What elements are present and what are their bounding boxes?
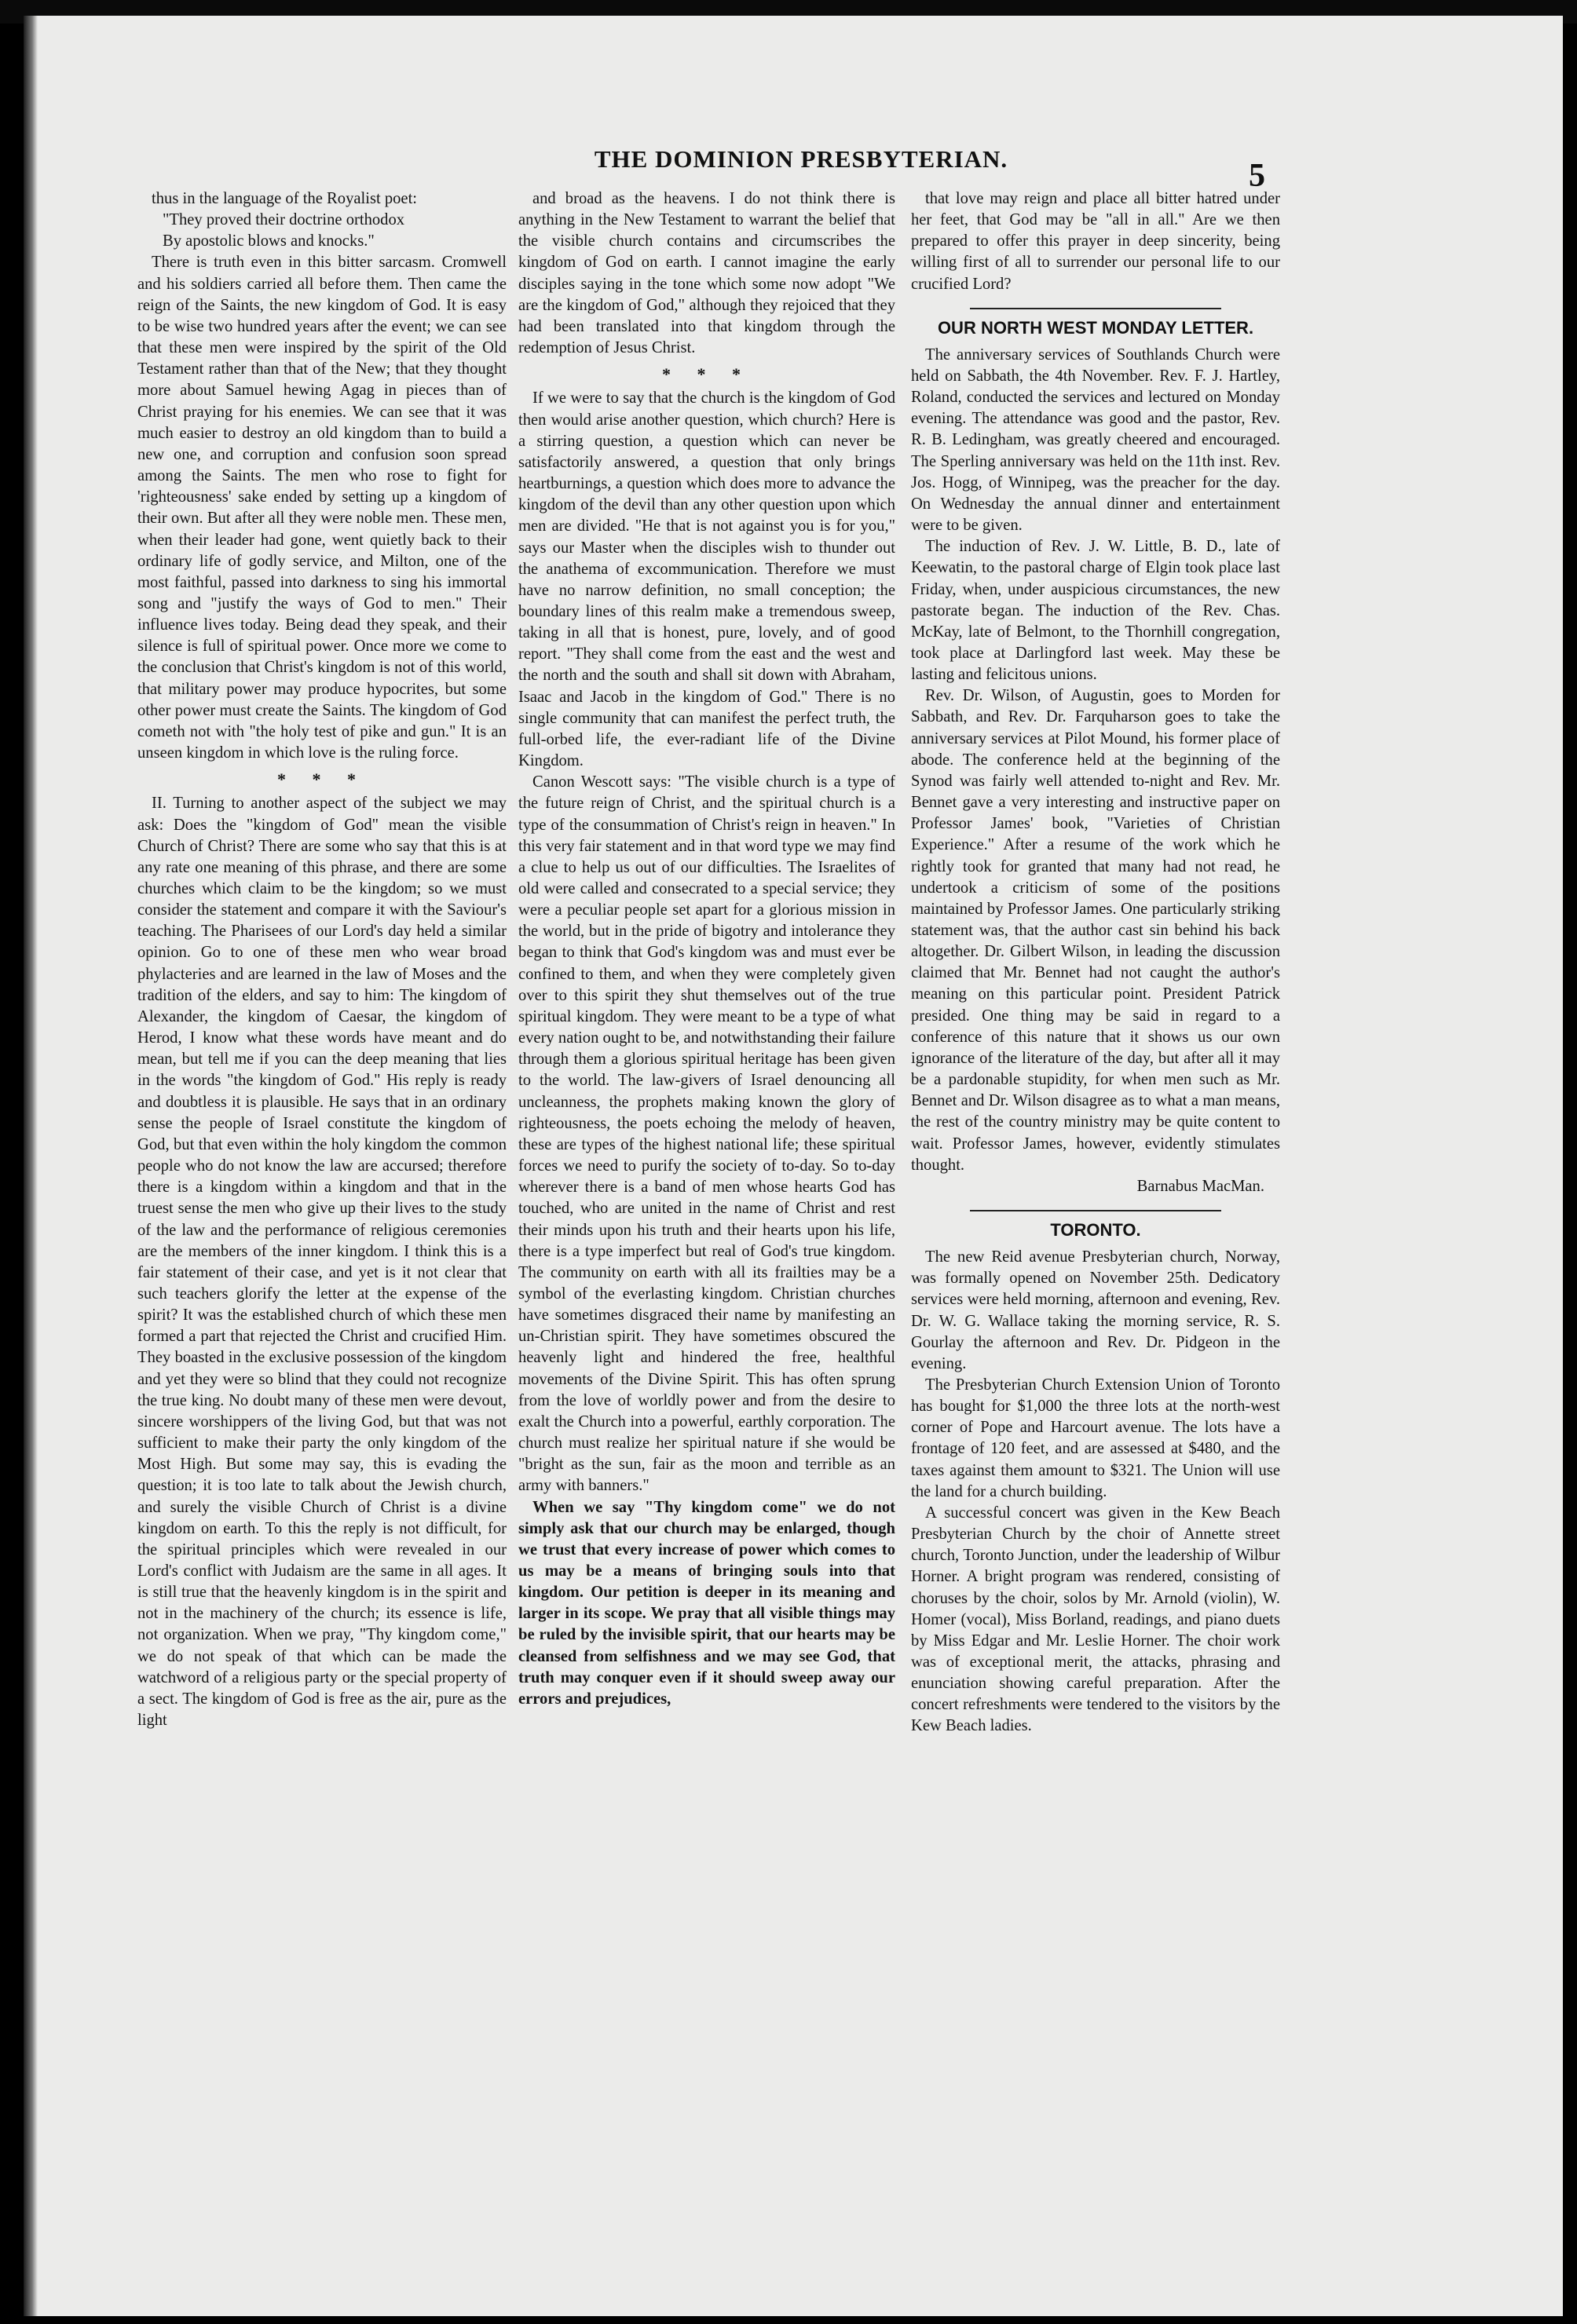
verse-line-2: By apostolic blows and knocks." bbox=[163, 232, 375, 250]
verse-line-1: "They proved their doctrine orthodox bbox=[163, 211, 405, 229]
section-rule bbox=[970, 1210, 1221, 1211]
column-right bbox=[911, 188, 1280, 1738]
article-paragraph: and broad as the heavens. I do not think there is anything in the New Testament to warrant the belief that the visible church contains and circumscribes the kingdom of God on earth. I cannot imagine the early disciples saying in the tone which some now adopt "We are the kingdom of God," although they rejoiced that they had been translated into that kingdom through the redemption of Jesus Christ. bbox=[518, 190, 895, 357]
article-paragraph: A successful concert was given in the Kew Beach Presbyterian Church by the choir of Annette street church, Toronto Junction, under the leadership of Wilbur Horner. A bright program was rendered, consisting of choruses by the choir, solos by Mr. Arnold (violin), W. Homer (vocal), Miss Borland, readings, and piano duets by Miss Edgar and Mr. Leslie Horner. The choir work was of exceptional merit, the attacks, phrasing and enunciation showing careful preparation. After the concert refreshments were tendered to the visitors by the Kew Beach ladies. bbox=[911, 1504, 1280, 1735]
binding-shadow bbox=[24, 16, 38, 2316]
section-divider-stars: * * * bbox=[277, 769, 367, 790]
article-paragraph: If we were to say that the church is the kingdom of God then would arise another question, which church? Here is a stirring question, a question which can never be satisfactorily answered, a question that only brings heartburnings, a question which does more to advance the kingdom of the devil than any other question upon which men are divided. "He that is not against you is for you," says our Master when the disciples wish to thunder out the anathema of excommunication. Therefore we must have no narrow definition, no small conception; the boundary lines of this realm make a tremendous sweep, taking in all that is honest, pure, lovely, and of good report. "They shall come from the east and the west and the north and the south and shall sit down with Abraham, Isaac and Jacob in the kingdom of God." There is no single community that can manifest the perfect truth, the full-orbed life, the ever-radiant life of the Divine Kingdom. bbox=[518, 389, 895, 770]
article-paragraph: There is truth even in this bitter sarcasm. Cromwell and his soldiers carried all before them. Then came the reign of the Saints, the new kingdom of God. It is easy to be wise two hundred years after the event; we can see that these men were inspired by the spirit of the Old Testament rather than that of the New; that they thought more about Samuel hewing Agag in pieces than of Christ praying for his enemies. We can see that it was much easier to destroy an old kingdom than to build a new one, and corruption and confusion soon spread among the Saints. The men who rose to fight for 'righteousness' sake ended by setting up a kingdom of their own. But after all they were noble men. These men, when their leader had gone, went quietly back to their ordinary life of godly service, and Milton, one of the most faithful, passed into darkness to sing his immortal song and "justify the ways of God to men." Their influence lives today. Being dead they speak, and their silence is full of spiritual power. Once more we come to the conclusion that Christ's kingdom is not of this world, that military power may produce hypocrites, but some other power must create the Saints. The kingdom of God cometh not with "the holy test of pike and gun." It is an unseen kingdom in which love is the ruling force. bbox=[137, 254, 507, 762]
column-left bbox=[137, 188, 507, 1731]
article-paragraph: II. Turning to another aspect of the subject we may ask: Does the "kingdom of God" mean the visible Church of Christ? There are some who say that this is at any rate one meaning of this phrase, and there are some churches which claim to be the kingdom; so we must consider the statement and compare it with the Saviour's teaching. The Pharisees of our Lord's day held a similar opinion. Go to one of these men who wear broad phylacteries and are learned in the law of Moses and the tradition of the elders, and say to him: The kingdom of Alexander, the kingdom of Caesar, the kingdom of Herod, I know what these words have meant and do mean, but tell me if you can the deep meaning that lies in the words "the kingdom of God." His reply is ready and doubtless it is plausible. He says that in an ordinary sense the people of Israel constitute the kingdom of God, but that even within the holy kingdom the common people who do not know the law are accursed; therefore there is a kingdom within a kingdom and that in the truest sense the men who give up their lives to the study of the law and the performance of religious ceremonies are the members of the inner kingdom. I think this is a fair statement of their case, and yet is it not clear that such teachers glorify the letter at the expense of the spirit? It was the established church of which these men formed a part that rejected the Christ and crucified Him. They boasted in the exclusive possession of the kingdom and yet they were so blind that they could not recognize the true king. No doubt many of these men were devout, sincere worshippers of the living God, but that was not sufficient to make their party the only kingdom of the Most High. But some may say, this is evading the question; it is too late to talk about the Jewish church, and surely the visible Church of Christ is a divine kingdom on earth. To this the reply is not difficult, for the spiritual principles which were revealed in our Lord's conflict with Judaism are the same in all ages. It is still true that the heavenly kingdom is in the spirit and not in the machinery of the church; its essence is life, not organization. When we pray, "Thy kingdom come," we do not speak of that which can be made the watchword of a religious party or the special property of a sect. The kingdom of God is free as the air, pure as the light bbox=[137, 795, 507, 1730]
page-number: 5 bbox=[1249, 158, 1265, 194]
page-title: THE DOMINION PRESBYTERIAN. bbox=[594, 145, 1008, 173]
section-rule bbox=[970, 308, 1221, 309]
article-paragraph: When we say "Thy kingdom come" we do not simply ask that our church may be enlarged, though we trust that every increase of power which comes to us may be a means of bringing souls into that kingdom. Our petition is deeper in its meaning and larger in its scope. We pray that all visible things may be ruled by the invisible spirit, that our hearts may be cleansed from selfishness and we may see God, that truth may conquer even if it should sweep away our errors and prejudices, bbox=[518, 1498, 895, 1708]
article-paragraph: that love may reign and place all bitter hatred under her feet, that God may be "all in all." Are we then prepared to offer this prayer in deep sincerity, being willing first of all to surrender our personal life to our crucified Lord? bbox=[911, 190, 1280, 293]
article-paragraph: Canon Wescott says: "The visible church is a type of the future reign of Christ, and the spiritual church is a type of the consummation of Christ's reign in heaven." In this very fair statement and in that word type we may find a clue to help us out of our difficulties. The Israelites of old were called and consecrated to a special service; they were a peculiar people set apart for a glorious mission in the world, but in the pride of bigotry and intolerance they began to think that God's kingdom was and must ever be confined to them, and when they were completely given over to this spirit they shut themselves out of the true spiritual kingdom. They were meant to be a type of what every nation ought to be, and notwithstanding their failure through them a glorious spiritual heritage has been given to the world. The law-givers of Israel denouncing all uncleanness, the prophets making known the glory of righteousness, the poets echoing the melody of heaven, these are types of the highest national life; these spiritual forces we need to purify the society of to-day. So to-day wherever there is a band of men whose hearts God has touched, who are united in the name of Christ and rest their minds upon his truth and their hearts upon his life, there is a type imperfect but real of God's true kingdom. The community on earth with all its frailties may be a symbol of the everlasting kingdom. Christian churches have sometimes disgraced their name by manifesting an un-Christian spirit. They have sometimes obscured the heavenly light and hindered the free, healthful movements of the Divine Spirit. This has often sprung from the love of worldly power and from the desire to exalt the Church into a powerful, earthly corporation. The church must realize her spiritual nature if she would be "bright as the sun, fair as the moon and terrible as an army with banners." bbox=[518, 773, 895, 1495]
article-paragraph: The anniversary services of Southlands Church were held on Sabbath, the 4th November. Rev. F. J. Hartley, Roland, conducted the services and lectured on Monday evening. The attendance was good and the pastor, Rev. R. B. Ledingham, was greatly cheered and encouraged. The Sperling anniversary was held on the 11th inst. Rev. Jos. Hogg, of Winnipeg, was the preacher for the day. On Wednesday the annual dinner and entertainment were to be given. bbox=[911, 345, 1280, 535]
article-paragraph: The induction of Rev. J. W. Little, B. D., late of Keewatin, to the pastoral charge of Elgin took place last Friday, when, under auspicious circumstances, the new pastorate began. The induction of the Rev. Chas. McKay, late of Belmont, to the Thornhill congregation, took place at Darlingford last week. May these be lasting and felicitous unions. bbox=[911, 538, 1280, 684]
section-divider-stars: * * * bbox=[662, 364, 752, 385]
article-paragraph: The Presbyterian Church Extension Union of Toronto has bought for $1,000 the three lots at the north-west corner of Pope and Harcourt avenue. The lots have a frontage of 120 feet, and are assessed at $480, and the taxes against them amount to $321. The Union will use the land for a church building. bbox=[911, 1376, 1280, 1500]
article-paragraph: Rev. Dr. Wilson, of Augustin, goes to Morden for Sabbath, and Rev. Dr. Farquharson goes to take the anniversary services at Pilot Mound, his former place of abode. The conference held at the beginning of the Synod was fairly well attended to-night and Rev. Mr. Bennet gave a very interesting and instructive paper on Professor James' book, "Varieties of Christian Experience." After a resume of the work which he rightly took for granted that many had not read, he undertook a criticism of some of the positions maintained by Professor James. One particularly striking statement was, that the author cast sin behind his back altogether. Dr. Gilbert Wilson, in leading the discussion claimed that Mr. Bennet had not caught the author's meaning on this particular point. President Patrick presided. One thing may be said in regard to a conference of this nature that it shows us our own ignorance of the literature of the day, but after all it may be a pardonable stupidity, for when men such as Mr. Bennet and Dr. Wilson disagree as to what a man means, the rest of the country ministry may be quite content to wait. Professor James, however, evidently stimulates thought. bbox=[911, 687, 1280, 1174]
column-middle bbox=[518, 188, 895, 1710]
article-paragraph: The new Reid avenue Presbyterian church, Norway, was formally opened on November 25th. Dedicatory services were held morning, afternoon and evening, Rev. Dr. W. G. Wallace taking the morning service, R. S. Gourlay the afternoon and Rev. Dr. Pidgeon in the evening. bbox=[911, 1248, 1280, 1372]
author-signature: Barnabus MacMan. bbox=[1136, 1177, 1264, 1195]
section-heading-toronto: TORONTO. bbox=[1050, 1220, 1141, 1241]
section-heading-north-west: OUR NORTH WEST MONDAY LETTER. bbox=[937, 317, 1254, 338]
verse-intro: thus in the language of the Royalist poet: bbox=[152, 190, 418, 207]
